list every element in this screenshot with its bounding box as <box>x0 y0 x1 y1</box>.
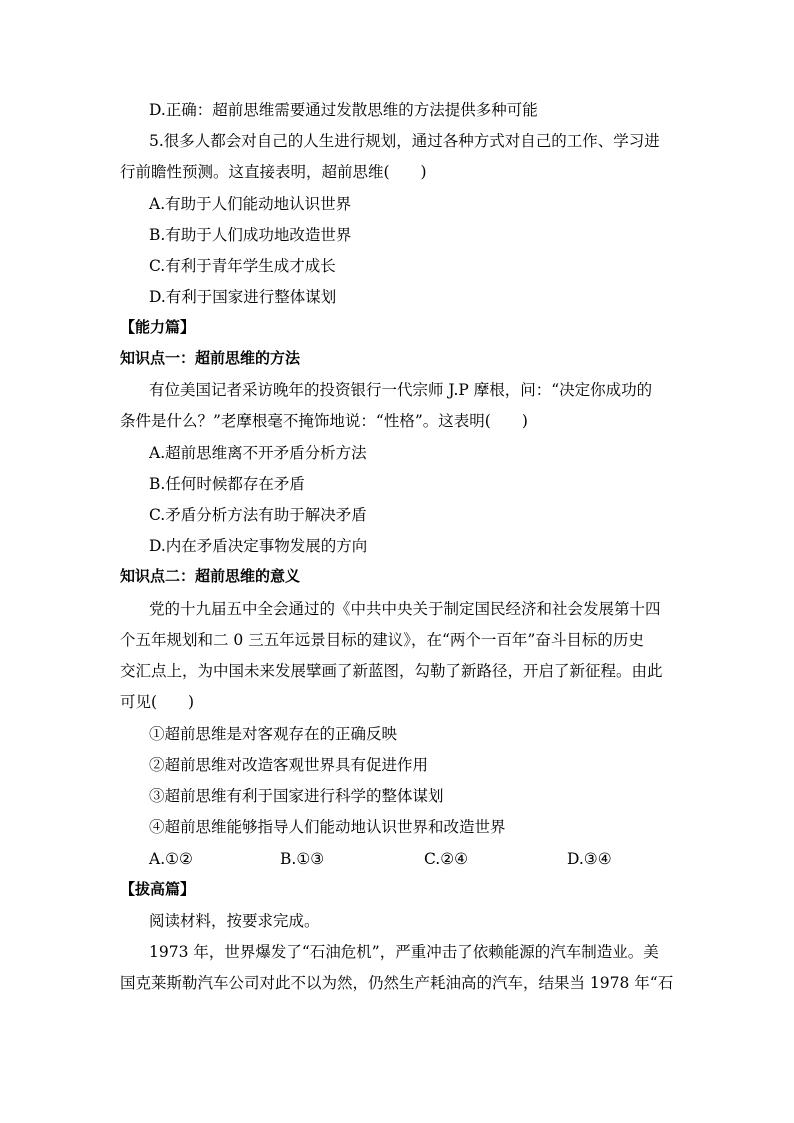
point2-stem-line2: 个五年规划和二 0 三五年远景目标的建议》，在“两个一百年”奋斗目标的历史 <box>120 631 644 649</box>
point2-choice-d: D.③④ <box>567 850 612 868</box>
point1-stem-line1: 有位美国记者采访晚年的投资银行一代宗师 J.P 摩根，问：“决定你成功的 <box>149 381 653 399</box>
point2-statement-4: ④超前思维能够指导人们能动地认识世界和改造世界 <box>149 818 506 836</box>
point2-choice-a: A.①② <box>149 850 193 868</box>
q5-option-d: D.有利于国家进行整体谋划 <box>149 288 337 306</box>
knowledge-point2-title: 知识点二：超前思维的意义 <box>120 567 301 585</box>
point2-statement-3: ③超前思维有利于国家进行科学的整体谋划 <box>149 787 444 805</box>
point1-option-d: D.内在矛盾决定事物发展的方向 <box>149 537 368 555</box>
point1-stem-line2: 条件是什么？”老摩根毫不掩饰地说：“性格”。这表明( ) <box>120 412 528 430</box>
q5-stem-line1: 5.很多人都会对自己的人生进行规划，通过各种方式对自己的工作、学习进 <box>149 132 660 150</box>
point2-choice-c: C.②④ <box>424 850 469 868</box>
q5-stem-line2: 行前瞻性预测。这直接表明，超前思维( ) <box>120 163 427 181</box>
point2-stem-line4: 可见( ) <box>120 693 195 711</box>
material-line1: 1973 年，世界爆发了“石油危机”，严重冲击了依赖能源的汽车制造业。美 <box>149 943 659 961</box>
material-line2: 国克莱斯勒汽车公司对此不以为然，仍然生产耗油高的汽车，结果当 1978 年“石 <box>120 974 674 992</box>
point2-statement-1: ①超前思维是对客观存在的正确反映 <box>149 725 398 743</box>
q4-option-d: D.正确：超前思维需要通过发散思维的方法提供多种可能 <box>149 101 538 119</box>
knowledge-point1-title: 知识点一：超前思维的方法 <box>120 349 301 367</box>
point1-option-a: A.超前思维离不开矛盾分析方法 <box>149 444 367 462</box>
q5-option-c: C.有利于青年学生成才成长 <box>149 257 336 275</box>
point2-stem-line1: 党的十九届五中全会通过的《中共中央关于制定国民经济和社会发展第十四 <box>149 600 661 618</box>
point1-option-b: B.任何时候都存在矛盾 <box>149 475 305 493</box>
q5-option-b: B.有助于人们成功地改造世界 <box>149 226 352 244</box>
ability-section-title: 【能力篇】 <box>120 318 196 336</box>
advanced-instruction: 阅读材料，按要求完成。 <box>149 912 320 930</box>
point1-option-c: C.矛盾分析方法有助于解决矛盾 <box>149 506 367 524</box>
point2-choice-b: B.①③ <box>280 850 325 868</box>
point2-statement-2: ②超前思维对改造客观世界具有促进作用 <box>149 756 429 774</box>
point2-stem-line3: 交汇点上，为中国未来发展擘画了新蓝图，勾勒了新路径，开启了新征程。由此 <box>120 662 663 680</box>
advanced-section-title: 【拔高篇】 <box>120 880 196 898</box>
q5-option-a: A.有助于人们能动地认识世界 <box>149 195 352 213</box>
